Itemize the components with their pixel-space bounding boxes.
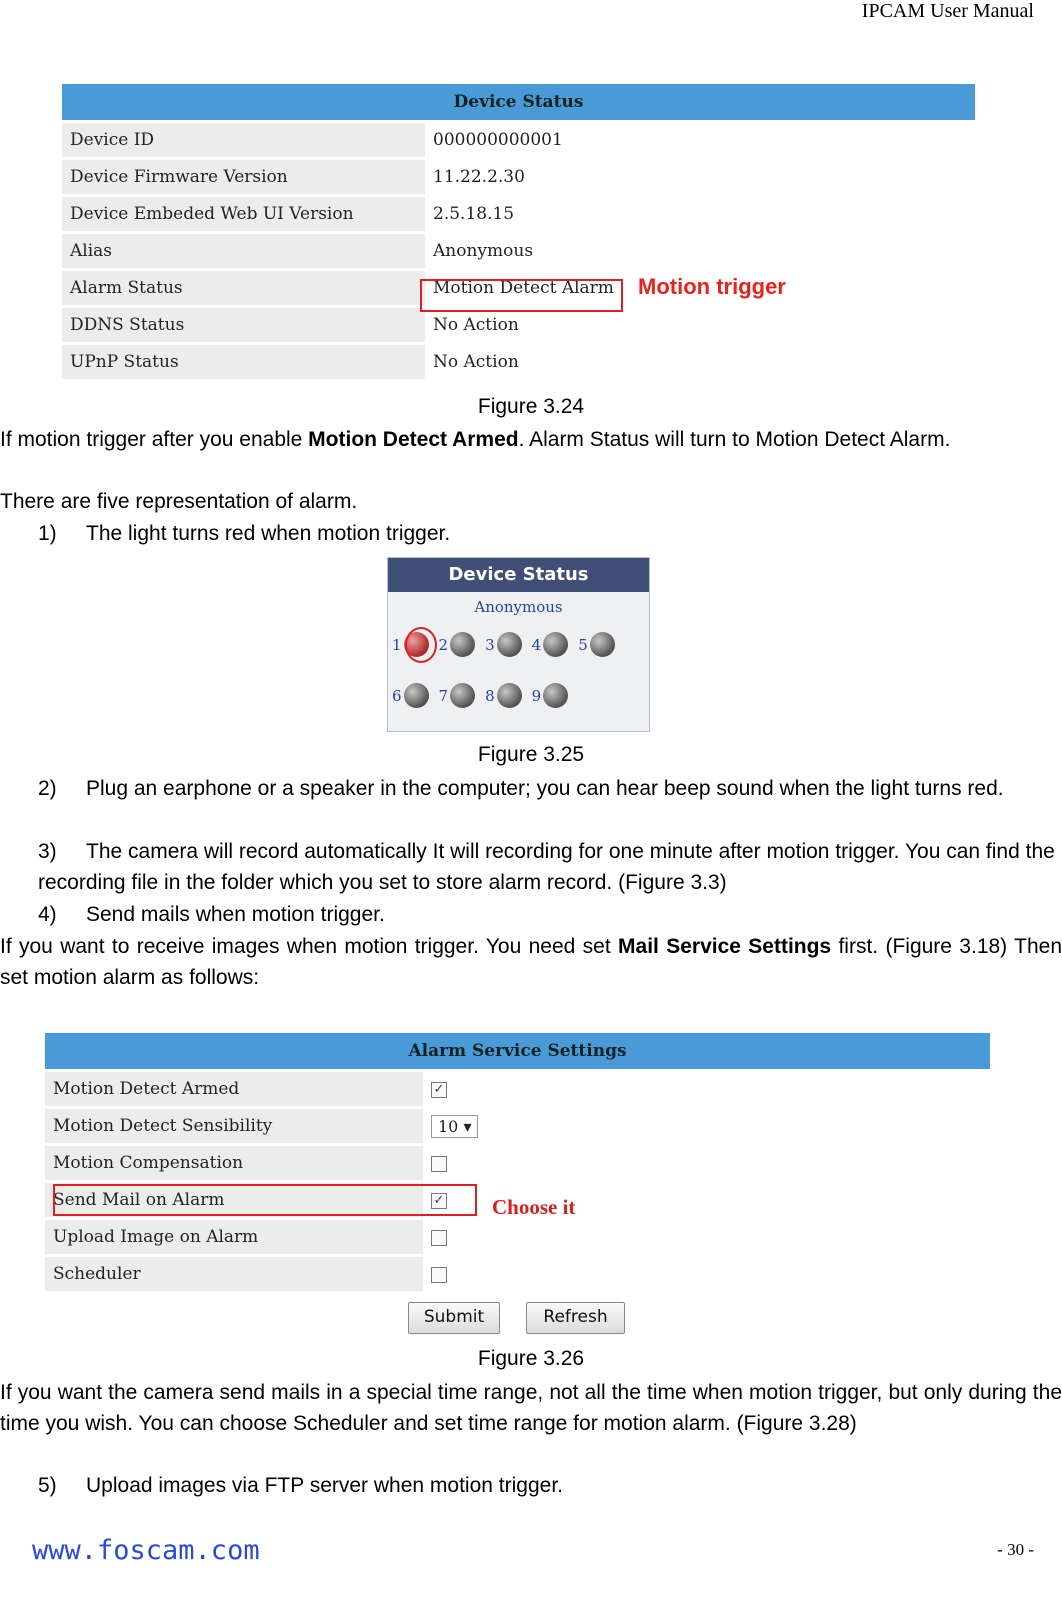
table-row: Upload Image on Alarm [45,1220,990,1254]
table-row: UPnP Status No Action [62,345,975,379]
alarm-light: 7 [439,683,476,708]
alarm-light: 6 [392,683,429,708]
figure-caption: Figure 3.24 [477,395,585,418]
table-row: Motion Compensation [45,1146,990,1180]
highlight-circle [405,627,437,663]
panel-title: Device Status [388,558,649,592]
motion-trigger-annotation: Motion trigger [638,274,786,299]
table-title: Device Status [62,84,975,120]
device-status-table [62,81,975,382]
alarm-light: 5 [578,632,615,657]
table-row: Motion Detect Sensibility 10 ▾ [45,1109,990,1143]
figure-3-25 [387,557,650,732]
list-item: 5) Upload images via FTP server when motion trigger. [38,1474,563,1497]
website-link[interactable]: www.foscam.com [32,1535,260,1566]
paragraph: If motion trigger after you enable Motion Detect Armed. Alarm Status will turn to Motion Detect Alarm. [0,428,951,451]
table-row: DDNS Status No Action [62,308,975,342]
table-row: Motion Detect Armed ✓ [45,1072,990,1106]
submit-button[interactable]: Submit [408,1302,500,1334]
gray-light-icon [450,632,475,657]
gray-light-icon [590,632,615,657]
gray-light-icon [543,683,568,708]
light-row [392,683,652,708]
figure-caption: Figure 3.25 [477,743,585,766]
paragraph: There are five representation of alarm. [0,490,358,513]
table-row: Alias Anonymous [62,234,975,268]
sensibility-select[interactable]: 10 ▾ [431,1115,478,1138]
paragraph: If you want to receive images when motion trigger. You need set Mail Service Settings first. (Figure 3.18) Then set motion alarm as follows: [0,935,1062,989]
page-number: - 30 - [997,1540,1034,1559]
paragraph: If you want the camera send mails in a special time range, not all the time when motion trigger, but only during the time you wish. You can choose Scheduler and set time range for motion alarm. (Figure 3.28) [0,1381,1062,1435]
table-row: Scheduler [45,1257,990,1291]
highlight-box [420,279,623,312]
table-row: Alarm Status Motion Detect Alarm [62,271,975,305]
table-row: Send Mail on Alarm ✓ [45,1183,990,1217]
gray-light-icon [497,632,522,657]
alarm-light: 2 [439,632,476,657]
table-row: Device Embeded Web UI Version 2.5.18.15 [62,197,975,231]
motion-compensation-checkbox[interactable] [431,1156,447,1172]
alarm-light: 4 [532,632,569,657]
scheduler-checkbox[interactable] [431,1267,447,1283]
alarm-light: 3 [485,632,522,657]
choose-it-annotation: Choose it [492,1195,576,1219]
upload-image-checkbox[interactable] [431,1230,447,1246]
list-item: 3) The camera will record automatically It will recording for one minute after motion trigger. You can find the recording file in the folder which you set to store alarm record. (Figure 3.3) [38,840,1055,894]
list-item: 4) Send mails when motion trigger. [38,903,385,926]
refresh-button[interactable]: Refresh [526,1302,625,1334]
alias-label: Anonymous [474,598,563,616]
alarm-light: 9 [532,683,569,708]
send-mail-checkbox[interactable]: ✓ [431,1193,447,1209]
alarm-light: 1 [392,632,429,657]
list-item: 1) The light turns red when motion trigger. [38,522,451,545]
list-item: 2) Plug an earphone or a speaker in the computer; you can hear beep sound when the light turns red. [38,777,1004,800]
page-header: IPCAM User Manual [861,0,1034,22]
gray-light-icon [404,683,429,708]
gray-light-icon [450,683,475,708]
alarm-service-table [45,1030,990,1294]
figure-caption: Figure 3.26 [477,1347,585,1370]
gray-light-icon [543,632,568,657]
table-row: Device ID 000000000001 [62,123,975,157]
gray-light-icon [497,683,522,708]
motion-detect-armed-checkbox[interactable]: ✓ [431,1082,447,1098]
highlight-box [53,1184,477,1216]
table-row: Device Firmware Version 11.22.2.30 [62,160,975,194]
dropdown-arrow-icon: ▾ [463,1116,472,1136]
table-title: Alarm Service Settings [45,1033,990,1069]
alarm-light: 8 [485,683,522,708]
